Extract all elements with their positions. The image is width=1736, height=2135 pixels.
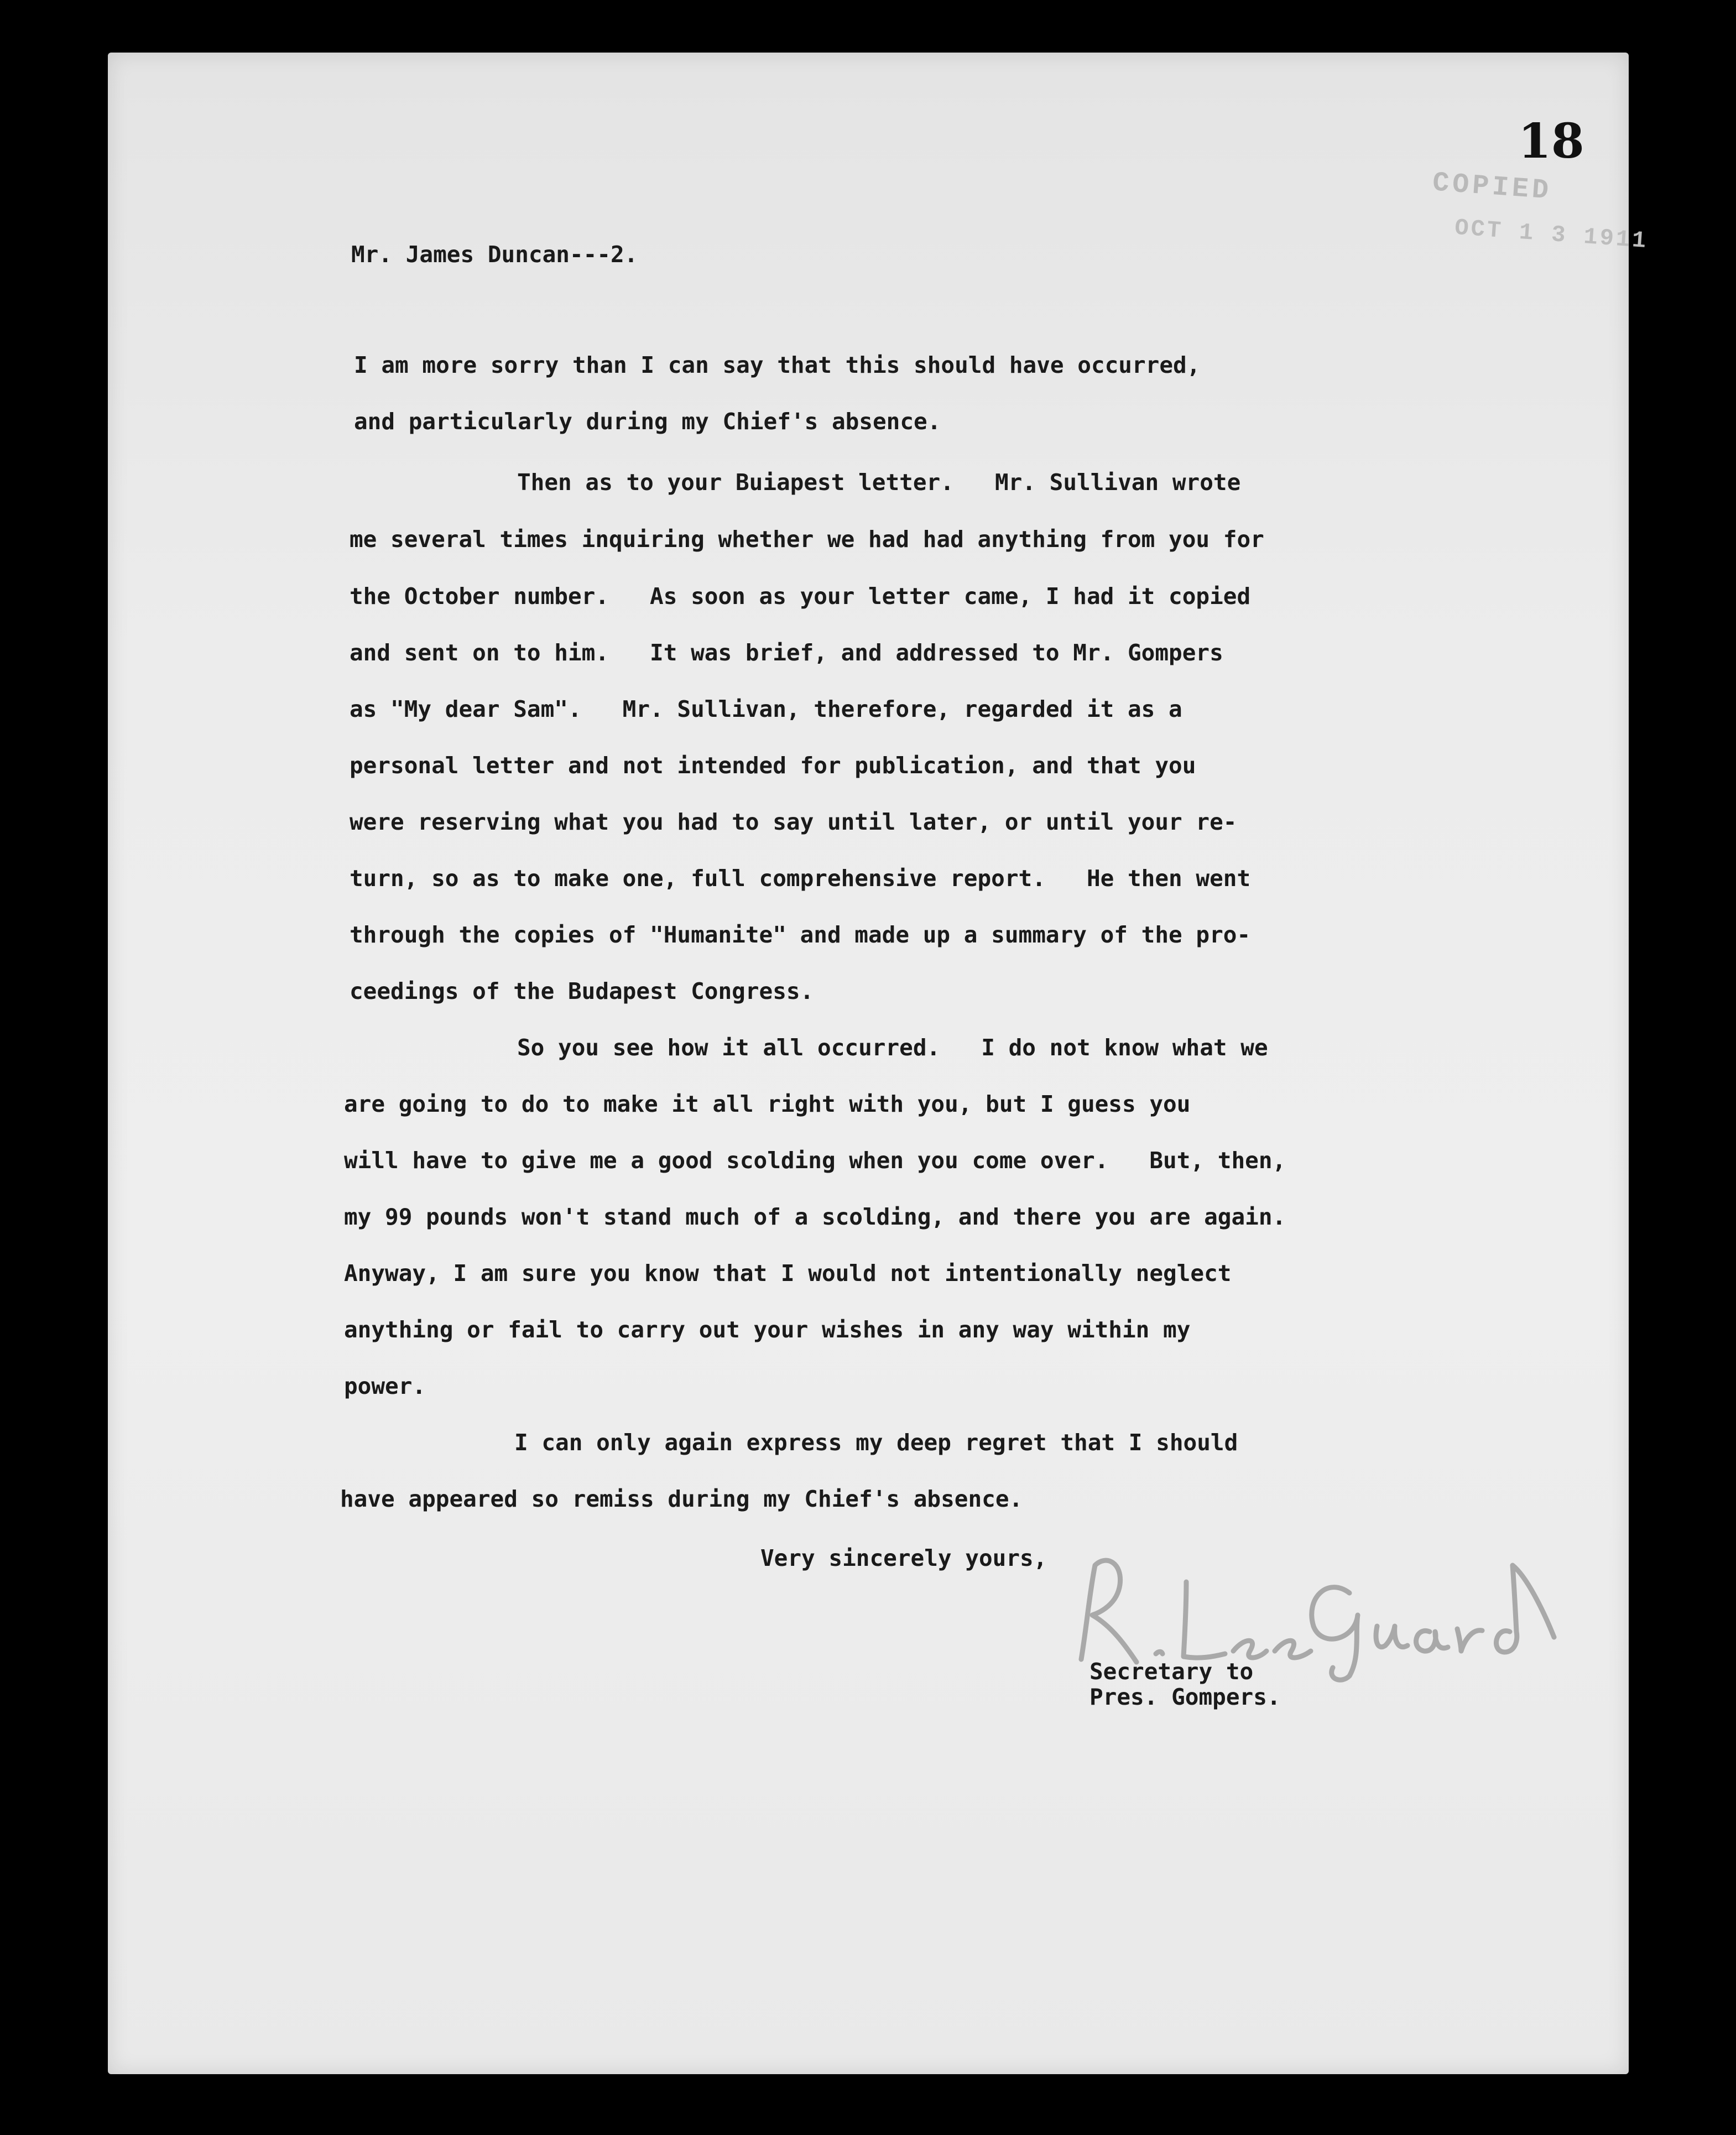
body-line: me several times inquiring whether we had had anything from you for <box>350 526 1264 553</box>
body-line: ceedings of the Budapest Congress. <box>350 978 814 1004</box>
body-line: as "My dear Sam". Mr. Sullivan, therefore, regarded it as a <box>350 696 1182 722</box>
stamp-date: OCT 1 3 1911 <box>1453 214 1649 255</box>
body-line: through the copies of "Humanite" and made up a summary of the pro- <box>350 921 1251 948</box>
body-line: have appeared so remiss during my Chief's absence. <box>340 1486 1023 1512</box>
signature-title: Pres. Gompers. <box>1089 1684 1281 1710</box>
body-line: my 99 pounds won't stand much of a scolding, and there you are again. <box>344 1204 1286 1230</box>
body-line: personal letter and not intended for publication, and that you <box>350 752 1196 779</box>
body-line: and sent on to him. It was brief, and addressed to Mr. Gompers <box>350 639 1223 666</box>
body-line: will have to give me a good scolding when you come over. But, then, <box>344 1147 1286 1174</box>
body-line: anything or fail to carry out your wishes in any way within my <box>344 1316 1191 1343</box>
body-line: are going to do to make it all right with you, but I guess you <box>344 1091 1191 1117</box>
body-line: I can only again express my deep regret that I should <box>514 1429 1238 1456</box>
letter-header: Mr. James Duncan---2. <box>351 241 638 268</box>
body-line: power. <box>344 1373 426 1399</box>
body-line: the October number. As soon as your letter came, I had it copied <box>350 583 1251 610</box>
body-line: and particularly during my Chief's absence. <box>354 408 941 435</box>
closing: Very sincerely yours, <box>760 1545 1047 1571</box>
copied-stamp: COPIED <box>1431 167 1553 207</box>
signature-title: Secretary to <box>1089 1658 1254 1685</box>
page-number: 18 <box>1518 113 1584 169</box>
body-line: Anyway, I am sure you know that I would not intentionally neglect <box>344 1260 1232 1287</box>
body-line: I am more sorry than I can say that this should have occurred, <box>354 352 1201 378</box>
body-line: turn, so as to make one, full comprehensive report. He then went <box>350 865 1251 892</box>
body-line: were reserving what you had to say until later, or until your re- <box>350 809 1237 835</box>
body-line: So you see how it all occurred. I do not know what we <box>517 1034 1268 1061</box>
body-line: Then as to your Buiapest letter. Mr. Sullivan wrote <box>517 469 1241 496</box>
